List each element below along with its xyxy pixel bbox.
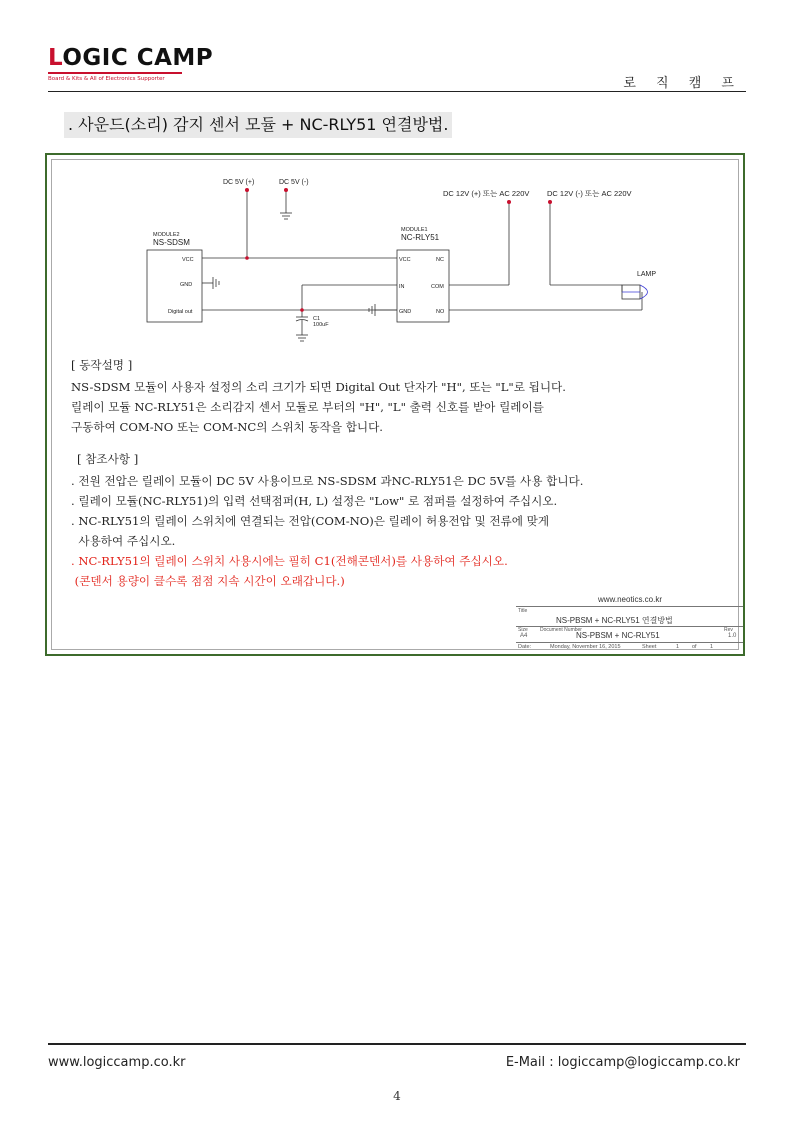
- ref-heading: [ 참조사항 ]: [77, 452, 139, 466]
- tb-rev-label: Rev: [724, 627, 733, 633]
- section-title: . 사운드(소리) 감지 센서 모듈 + NC-RLY51 연결방법.: [64, 112, 452, 138]
- label-module1-ref: MODULE1: [401, 227, 428, 233]
- pin-m1-gnd: GND: [399, 309, 412, 315]
- tb-sheet-total: 1: [710, 644, 714, 650]
- label-module1-name: NC-RLY51: [401, 233, 440, 242]
- schematic-diagram: [47, 155, 745, 355]
- label-dc5v-pos: DC 5V (+): [223, 179, 255, 186]
- logo-tagline: Board & Kits & All of Electronics Supporter: [48, 76, 165, 82]
- pin-m1-no: NO: [436, 309, 445, 315]
- tb-rev: 1.0: [728, 633, 737, 639]
- pin-m1-nc: NC: [436, 257, 444, 263]
- schematic-panel: [45, 153, 745, 656]
- pin-m1-in: IN: [399, 284, 405, 290]
- label-lamp: LAMP: [637, 271, 657, 278]
- tb-docnum-label: Document Number: [540, 627, 582, 633]
- label-ac-neg: DC 12V (-) 또는 AC 220V: [547, 189, 632, 198]
- tb-size: A4: [520, 633, 528, 639]
- footer-divider: [48, 1043, 746, 1045]
- tb-title: NS-PBSM + NC-RLY51 연결방법: [556, 616, 673, 625]
- pin-m1-com: COM: [431, 284, 444, 290]
- tb-date: Monday, November 16, 2015: [550, 644, 621, 650]
- pin-m1-vcc: VCC: [399, 257, 411, 263]
- label-cap-ref: C1: [313, 316, 321, 322]
- op-line: 구동하여 COM-NO 또는 COM-NC의 스위치 동작을 합니다.: [71, 420, 383, 434]
- title-block: [516, 595, 744, 652]
- page-number: 4: [393, 1089, 401, 1103]
- ref-line: . 릴레이 모듈(NC-RLY51)의 입력 선택점퍼(H, L) 설정은 "Low" 로 점퍼를 설정하여 주십시오.: [71, 494, 558, 508]
- node-5v-pos: [245, 188, 249, 192]
- ref-line: . NC-RLY51의 릴레이 스위치에 연결되는 전압(COM-NO)은 릴레이 허용전압 및 전류에 맞게: [71, 514, 550, 528]
- tb-docnum: NS-PBSM + NC-RLY51: [576, 631, 660, 640]
- op-heading: [ 동작설명 ]: [71, 358, 133, 372]
- footer-website: www.logiccamp.co.kr: [48, 1055, 186, 1070]
- tb-sheet-num: 1: [676, 644, 680, 650]
- label-dc5v-neg: DC 5V (-): [279, 179, 309, 186]
- header-divider: [48, 91, 746, 92]
- warning-line: . NC-RLY51의 릴레이 스위치 사용시에는 필히 C1(전해콘덴서)를 사용하여 주십시오.: [71, 554, 508, 568]
- pin-m2-vcc: VCC: [182, 257, 194, 263]
- op-line: NS-SDSM 모듈이 사용자 설정의 소리 크기가 되면 Digital Out 단자가 "H", 또는 "L"로 됩니다.: [71, 380, 566, 394]
- logo-wordmark: LOGIC CAMP: [48, 45, 214, 71]
- node-ac-neg: [548, 200, 552, 204]
- tb-sheet-label: Sheet: [642, 644, 657, 650]
- tb-title-label: Title: [518, 608, 528, 614]
- node-ac-pos: [507, 200, 511, 204]
- label-cap-value: 100uF: [313, 322, 329, 328]
- pin-m2-gnd: GND: [180, 282, 193, 288]
- label-module2-name: NS-SDSM: [153, 238, 190, 247]
- label-module2-ref: MODULE2: [153, 232, 180, 238]
- pin-m2-dout: Digital out: [168, 309, 193, 315]
- ref-line: . 전원 전압은 릴레이 모듈이 DC 5V 사용이므로 NS-SDSM 과NC-RLY51은 DC 5V를 사용 합니다.: [71, 474, 584, 488]
- tb-of-label: of: [692, 644, 697, 650]
- tb-size-label: Size: [518, 627, 528, 633]
- notes-block: [71, 355, 731, 591]
- label-ac-pos: DC 12V (+) 또는 AC 220V: [443, 189, 530, 198]
- footer-email: E-Mail : logiccamp@logiccamp.co.kr: [505, 1055, 740, 1070]
- tb-date-label: Date:: [518, 644, 532, 650]
- op-line: 릴레이 모듈 NC-RLY51은 소리감지 센서 모듈로 부터의 "H", "L" 출력 신호를 받아 릴레이를: [71, 400, 544, 414]
- logo-underline: [48, 72, 182, 74]
- warning-line: (콘덴서 용량이 클수록 점점 지속 시간이 오래갑니다.): [71, 574, 345, 588]
- tb-website: www.neotics.co.kr: [597, 595, 663, 604]
- node-5v-neg: [284, 188, 288, 192]
- ref-line: 사용하여 주십시오.: [71, 534, 176, 548]
- header-brand-korean: 로 직 캠 프: [623, 76, 742, 91]
- logo: [48, 45, 214, 82]
